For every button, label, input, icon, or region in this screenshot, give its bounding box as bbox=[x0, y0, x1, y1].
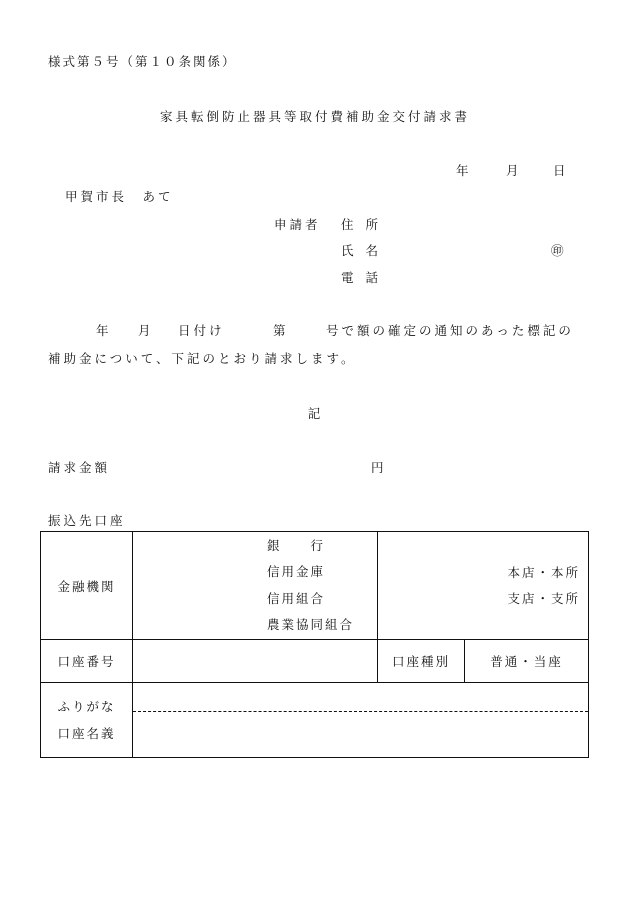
ki-heading: 記 bbox=[307, 406, 323, 421]
account-section-label: 振込先口座 bbox=[48, 513, 126, 528]
holder-labels bbox=[41, 683, 133, 758]
branch-cell[interactable] bbox=[378, 532, 589, 640]
account-number-row bbox=[41, 640, 589, 683]
bank-type-shinkin: 信用金庫 bbox=[267, 564, 326, 579]
address-label: 住所 bbox=[341, 217, 391, 232]
applicant-label: 申請者 bbox=[274, 217, 321, 232]
document-title: 家具転倒防止器具等取付費補助金交付請求書 bbox=[159, 109, 470, 124]
date-year-label: 年 bbox=[456, 163, 471, 178]
account-number-label: 口座番号 bbox=[41, 640, 133, 683]
date-day-label: 日 bbox=[553, 163, 568, 178]
bank-account-table bbox=[40, 531, 589, 758]
phone-label: 電話 bbox=[341, 270, 391, 285]
institution-label: 金融機関 bbox=[41, 532, 133, 640]
bank-type-agri-coop: 農業協同組合 bbox=[267, 617, 355, 632]
body-number-prefix: 第 bbox=[273, 323, 289, 338]
seal-mark: ㊞ bbox=[551, 243, 566, 258]
institution-row bbox=[41, 532, 589, 640]
date-month-label: 月 bbox=[506, 163, 521, 178]
account-type-options[interactable]: 普通・当座 bbox=[465, 640, 589, 683]
body-line-2: 補助金について、下記のとおり請求します。 bbox=[48, 351, 357, 366]
account-holder-row bbox=[41, 683, 589, 758]
account-number-field[interactable] bbox=[133, 640, 378, 683]
sub-branch-option: 支店・支所 bbox=[507, 590, 581, 606]
furigana-field[interactable] bbox=[133, 683, 588, 712]
form-number: 様式第５号（第１０条関係） bbox=[48, 54, 237, 69]
holder-field[interactable] bbox=[133, 683, 589, 758]
amount-unit: 円 bbox=[371, 460, 386, 475]
bank-type-options[interactable] bbox=[133, 532, 378, 640]
bank-type-bank: 銀 行 bbox=[267, 537, 326, 553]
name-label: 氏名 bbox=[341, 243, 391, 258]
body-line1-rest: 号で額の確定の通知のあった標記の bbox=[326, 323, 574, 338]
body-year: 年 bbox=[96, 323, 112, 338]
amount-label: 請求金額 bbox=[48, 460, 111, 475]
furigana-label: ふりがな bbox=[57, 699, 116, 714]
holder-name-field[interactable] bbox=[133, 712, 588, 757]
main-branch-option: 本店・本所 bbox=[507, 564, 581, 580]
account-type-label: 口座種別 bbox=[378, 640, 465, 683]
body-dated: 日付け bbox=[178, 323, 225, 338]
bank-type-credit-union: 信用組合 bbox=[267, 590, 326, 606]
holder-name-label: 口座名義 bbox=[57, 726, 116, 741]
addressee: 甲賀市長 あて bbox=[65, 189, 174, 204]
body-month: 月 bbox=[138, 323, 154, 338]
